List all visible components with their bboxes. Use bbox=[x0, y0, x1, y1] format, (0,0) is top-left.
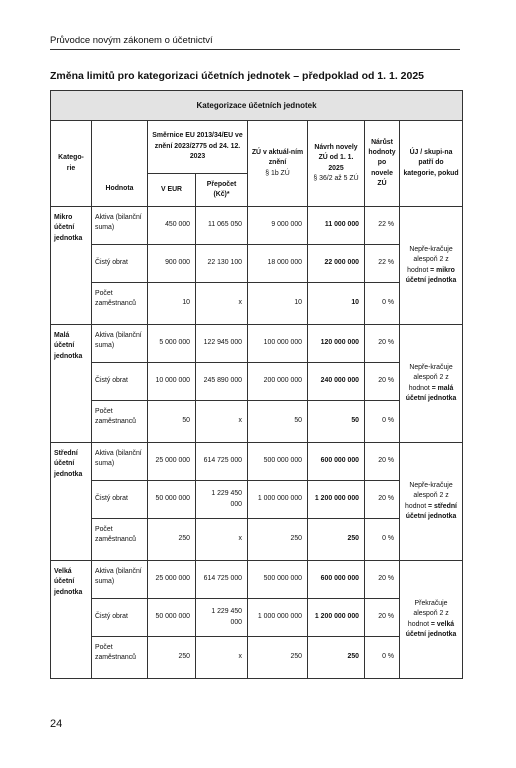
header-zu-current bbox=[248, 121, 308, 207]
value-czk: x bbox=[196, 283, 248, 325]
value-eur: 250 bbox=[148, 637, 196, 679]
indicator-label: Čistý obrat bbox=[92, 481, 148, 519]
value-czk: 245 890 000 bbox=[196, 363, 248, 401]
indicator-label: Čistý obrat bbox=[92, 599, 148, 637]
value-draft: 600 000 000 bbox=[308, 561, 365, 599]
value-growth: 0 % bbox=[365, 401, 400, 443]
value-eur: 50 000 000 bbox=[148, 481, 196, 519]
value-current: 18 000 000 bbox=[248, 245, 308, 283]
header-zu-current-ref: § 1b ZÚ bbox=[265, 169, 290, 177]
value-eur: 25 000 000 bbox=[148, 443, 196, 481]
value-current: 9 000 000 bbox=[248, 207, 308, 245]
table-row bbox=[51, 561, 463, 599]
value-draft: 11 000 000 bbox=[308, 207, 365, 245]
value-czk: x bbox=[196, 637, 248, 679]
value-growth: 20 % bbox=[365, 325, 400, 363]
indicator-label: Aktiva (bilanční suma) bbox=[92, 443, 148, 481]
table-banner: Kategorizace účetních jednotek bbox=[51, 91, 463, 121]
header-draft-title: Návrh novely ZÚ od 1. 1. 2025 bbox=[314, 143, 358, 172]
indicator-label: Počet zaměstnanců bbox=[92, 637, 148, 679]
table-body bbox=[51, 207, 463, 679]
indicator-label: Počet zaměstnanců bbox=[92, 283, 148, 325]
value-czk: 1 229 450 000 bbox=[196, 599, 248, 637]
value-growth: 20 % bbox=[365, 599, 400, 637]
value-czk: 11 065 050 bbox=[196, 207, 248, 245]
category-note bbox=[400, 561, 463, 679]
table-row bbox=[51, 325, 463, 363]
value-current: 500 000 000 bbox=[248, 561, 308, 599]
header-zu-current-title: ZÚ v aktuál-ním znění bbox=[251, 148, 304, 167]
indicator-label: Čistý obrat bbox=[92, 363, 148, 401]
table-row bbox=[51, 207, 463, 245]
value-current: 200 000 000 bbox=[248, 363, 308, 401]
category-note bbox=[400, 325, 463, 443]
category-note-condition: Nepře-kračuje alespoň 2 z hodnot bbox=[408, 363, 453, 392]
indicator-label: Čistý obrat bbox=[92, 245, 148, 283]
value-current: 250 bbox=[248, 637, 308, 679]
value-current: 1 000 000 000 bbox=[248, 599, 308, 637]
value-eur: 5 000 000 bbox=[148, 325, 196, 363]
value-draft: 600 000 000 bbox=[308, 443, 365, 481]
value-draft: 50 bbox=[308, 401, 365, 443]
value-growth: 0 % bbox=[365, 519, 400, 561]
value-growth: 20 % bbox=[365, 443, 400, 481]
value-current: 50 bbox=[248, 401, 308, 443]
category-note bbox=[400, 443, 463, 561]
header-draft bbox=[308, 121, 365, 207]
category-note-result: = velká účetní jednotka bbox=[405, 620, 457, 638]
indicator-label: Aktiva (bilanční suma) bbox=[92, 207, 148, 245]
running-head: Průvodce novým zákonem o účetnictví bbox=[50, 35, 460, 50]
indicator-label: Počet zaměstnanců bbox=[92, 401, 148, 443]
value-growth: 20 % bbox=[365, 561, 400, 599]
header-eu-directive: Směrnice EU 2013/34/EU ve znění 2023/2775 od 24. 12. 2023 bbox=[148, 121, 248, 174]
value-growth: 22 % bbox=[365, 245, 400, 283]
indicator-label: Aktiva (bilanční suma) bbox=[92, 325, 148, 363]
value-eur: 900 000 bbox=[148, 245, 196, 283]
value-czk: 614 725 000 bbox=[196, 561, 248, 599]
category-note bbox=[400, 207, 463, 325]
value-draft: 10 bbox=[308, 283, 365, 325]
value-czk: x bbox=[196, 519, 248, 561]
value-current: 10 bbox=[248, 283, 308, 325]
header-indicator: Hodnota bbox=[92, 121, 148, 207]
header-note: ÚJ / skupi-na patří do kategorie, pokud bbox=[400, 121, 463, 207]
value-draft: 240 000 000 bbox=[308, 363, 365, 401]
category-note-result: = střední účetní jednotka bbox=[405, 502, 457, 520]
category-note-condition: Nepře-kračuje alespoň 2 z hodnot bbox=[407, 245, 453, 274]
section-title: Změna limitů pro kategorizaci účetních jednotek – předpoklad od 1. 1. 2025 bbox=[50, 70, 425, 82]
category-name: Velká účetní jednotka bbox=[51, 561, 92, 679]
table-row bbox=[51, 443, 463, 481]
header-eur: V EUR bbox=[148, 174, 196, 207]
page-number: 24 bbox=[50, 718, 63, 730]
value-draft: 120 000 000 bbox=[308, 325, 365, 363]
value-eur: 50 000 000 bbox=[148, 599, 196, 637]
value-eur: 10 bbox=[148, 283, 196, 325]
value-current: 250 bbox=[248, 519, 308, 561]
value-current: 100 000 000 bbox=[248, 325, 308, 363]
value-eur: 25 000 000 bbox=[148, 561, 196, 599]
header-growth: Nárůst hodnoty po novele ZÚ bbox=[365, 121, 400, 207]
value-draft: 250 bbox=[308, 519, 365, 561]
value-draft: 1 200 000 000 bbox=[308, 599, 365, 637]
value-growth: 20 % bbox=[365, 363, 400, 401]
value-growth: 22 % bbox=[365, 207, 400, 245]
value-growth: 20 % bbox=[365, 481, 400, 519]
header-draft-ref: § 36/2 až 5 ZÚ bbox=[313, 174, 359, 182]
value-eur: 250 bbox=[148, 519, 196, 561]
value-current: 1 000 000 000 bbox=[248, 481, 308, 519]
category-note-condition: Nepře-kračuje alespoň 2 z hodnot bbox=[405, 481, 453, 510]
value-czk: 122 945 000 bbox=[196, 325, 248, 363]
value-czk: x bbox=[196, 401, 248, 443]
category-note-result: = mikro účetní jednotka bbox=[405, 266, 457, 284]
value-growth: 0 % bbox=[365, 637, 400, 679]
indicator-label: Aktiva (bilanční suma) bbox=[92, 561, 148, 599]
value-czk: 1 229 450 000 bbox=[196, 481, 248, 519]
value-draft: 22 000 000 bbox=[308, 245, 365, 283]
value-czk: 614 725 000 bbox=[196, 443, 248, 481]
value-current: 500 000 000 bbox=[248, 443, 308, 481]
category-note-result: = malá účetní jednotka bbox=[405, 384, 457, 402]
category-name: Malá účetní jednotka bbox=[51, 325, 92, 443]
categorization-table bbox=[50, 90, 463, 679]
category-name: Střední účetní jednotka bbox=[51, 443, 92, 561]
value-eur: 450 000 bbox=[148, 207, 196, 245]
category-note-condition: Překračuje alespoň 2 z hodnot bbox=[407, 599, 449, 628]
value-czk: 22 130 100 bbox=[196, 245, 248, 283]
value-draft: 250 bbox=[308, 637, 365, 679]
value-eur: 10 000 000 bbox=[148, 363, 196, 401]
header-czk: Přepočet (Kč)* bbox=[196, 174, 248, 207]
category-name: Mikro účetní jednotka bbox=[51, 207, 92, 325]
value-growth: 0 % bbox=[365, 283, 400, 325]
header-category: Katego-rie bbox=[51, 121, 92, 207]
indicator-label: Počet zaměstnanců bbox=[92, 519, 148, 561]
value-eur: 50 bbox=[148, 401, 196, 443]
value-draft: 1 200 000 000 bbox=[308, 481, 365, 519]
